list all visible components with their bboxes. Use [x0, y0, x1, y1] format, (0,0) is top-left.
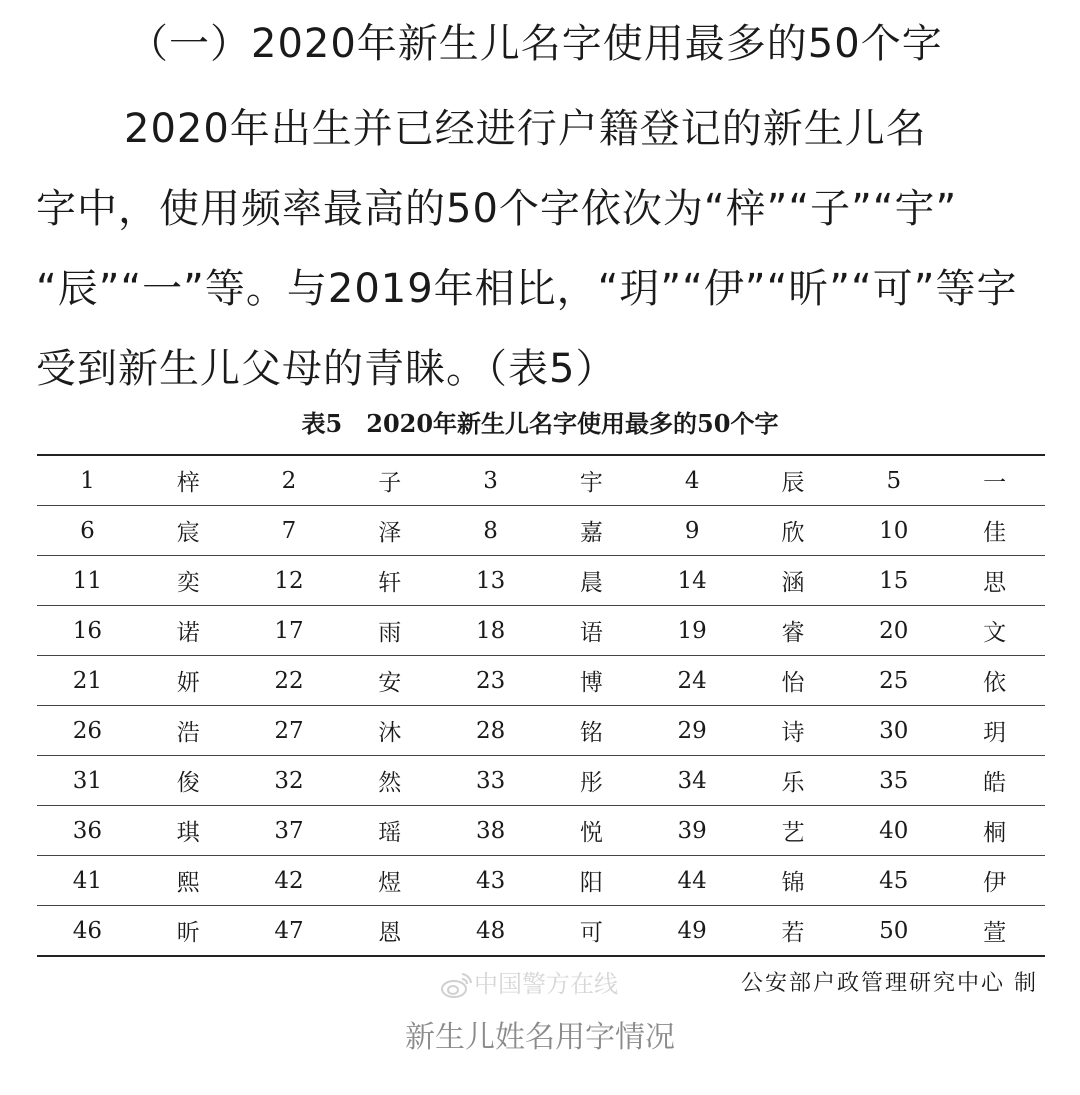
rank-cell: 37: [239, 806, 340, 856]
character-cell: 琪: [138, 806, 239, 856]
rank-cell: 31: [37, 756, 138, 806]
table-row: [37, 906, 1045, 956]
rank-cell: 13: [440, 556, 541, 606]
rank-cell: 21: [37, 656, 138, 706]
table-row: [37, 806, 1045, 856]
rank-cell: 24: [642, 656, 743, 706]
character-cell: 艺: [743, 806, 844, 856]
image-caption: 新生儿姓名用字情况: [405, 1020, 675, 1055]
rank-cell: 6: [37, 506, 138, 556]
character-cell: 奕: [138, 556, 239, 606]
character-cell: 欣: [743, 506, 844, 556]
character-cell: 然: [339, 756, 440, 806]
character-cell: 熙: [138, 856, 239, 906]
rank-cell: 40: [843, 806, 944, 856]
character-cell: 文: [944, 606, 1045, 656]
character-cell: 瑶: [339, 806, 440, 856]
table-row: [37, 756, 1045, 806]
rank-cell: 25: [843, 656, 944, 706]
character-cell: 一: [944, 456, 1045, 506]
rank-cell: 33: [440, 756, 541, 806]
table-row: [37, 656, 1045, 706]
character-cell: 悦: [541, 806, 642, 856]
character-cell: 皓: [944, 756, 1045, 806]
rank-cell: 14: [642, 556, 743, 606]
rank-cell: 45: [843, 856, 944, 906]
rank-cell: 2: [239, 456, 340, 506]
rank-cell: 20: [843, 606, 944, 656]
watermark: [440, 966, 618, 1002]
character-cell: 浩: [138, 706, 239, 756]
character-cell: 依: [944, 656, 1045, 706]
character-cell: 彤: [541, 756, 642, 806]
rank-cell: 1: [37, 456, 138, 506]
character-cell: 雨: [339, 606, 440, 656]
table-row: [37, 506, 1045, 556]
character-cell: 铭: [541, 706, 642, 756]
rank-cell: 39: [642, 806, 743, 856]
rank-cell: 11: [37, 556, 138, 606]
rank-cell: 36: [37, 806, 138, 856]
rank-cell: 42: [239, 856, 340, 906]
rank-cell: 3: [440, 456, 541, 506]
rank-cell: 41: [37, 856, 138, 906]
character-cell: 嘉: [541, 506, 642, 556]
rank-cell: 16: [37, 606, 138, 656]
paragraph-line: 2020年出生并已经进行户籍登记的新生儿名: [124, 106, 927, 152]
rank-cell: 47: [274, 917, 304, 944]
character-cell: 桐: [944, 806, 1045, 856]
rank-cell: 26: [37, 706, 138, 756]
rank-cell: 4: [642, 456, 743, 506]
character-cell: 宇: [541, 456, 642, 506]
rank-cell: 23: [440, 656, 541, 706]
rank-cell: 10: [843, 506, 944, 556]
character-cell: 泽: [339, 506, 440, 556]
section-heading: （一）2020年新生儿名字使用最多的50个字: [128, 21, 943, 67]
table-credit: 公安部户政管理研究中心 制: [741, 971, 1038, 996]
rank-cell: 19: [642, 606, 743, 656]
character-cell: 妍: [138, 656, 239, 706]
watermark-text: 中国警方在线: [474, 970, 618, 998]
rank-cell: 28: [440, 706, 541, 756]
character-cell: 辰: [743, 456, 844, 506]
rank-cell: 38: [440, 806, 541, 856]
character-cell: 子: [339, 456, 440, 506]
table-row: [37, 706, 1045, 756]
rank-cell: 7: [239, 506, 340, 556]
character-cell: 安: [339, 656, 440, 706]
character-cell: 乐: [743, 756, 844, 806]
rank-cell: 5: [843, 456, 944, 506]
character-cell: 俊: [138, 756, 239, 806]
rank-cell: 12: [239, 556, 340, 606]
paragraph-line: 字中，使用频率最高的50个字依次为“梓”“子”“宇”: [36, 186, 958, 232]
rank-cell: 29: [642, 706, 743, 756]
character-cell: 佳: [944, 506, 1045, 556]
rank-cell: 30: [843, 706, 944, 756]
character-cell: 睿: [743, 606, 844, 656]
rank-cell: 17: [239, 606, 340, 656]
character-cell: 若: [781, 920, 805, 946]
names-table: [37, 456, 1045, 955]
rank-cell: 9: [642, 506, 743, 556]
character-cell: 语: [541, 606, 642, 656]
character-cell: 煜: [339, 856, 440, 906]
character-cell: 萱: [983, 920, 1007, 946]
character-cell: 阳: [541, 856, 642, 906]
rank-cell: 27: [239, 706, 340, 756]
character-cell: 梓: [138, 456, 239, 506]
rank-cell: 44: [642, 856, 743, 906]
character-cell: 玥: [944, 706, 1045, 756]
character-cell: 可: [579, 920, 603, 946]
character-cell: 涵: [743, 556, 844, 606]
rank-cell: 49: [677, 917, 707, 944]
character-cell: 博: [541, 656, 642, 706]
character-cell: 诺: [138, 606, 239, 656]
rank-cell: 43: [440, 856, 541, 906]
table-row: [37, 606, 1045, 656]
rank-cell: 34: [642, 756, 743, 806]
character-cell: 昕: [176, 920, 200, 946]
character-cell: 恩: [378, 920, 402, 946]
rank-cell: 15: [843, 556, 944, 606]
rank-cell: 35: [843, 756, 944, 806]
paragraph-line: “辰”“一”等。与2019年相比，“玥”“伊”“昕”“可”等字: [36, 266, 1018, 312]
rank-cell: 22: [239, 656, 340, 706]
names-table-wrapper: [37, 454, 1045, 957]
rank-cell: 8: [440, 506, 541, 556]
table-row: [37, 856, 1045, 906]
character-cell: 思: [944, 556, 1045, 606]
character-cell: 怡: [743, 656, 844, 706]
rank-cell: 46: [72, 917, 103, 944]
table-row: [37, 556, 1045, 606]
character-cell: 宸: [138, 506, 239, 556]
character-cell: 伊: [944, 856, 1045, 906]
weibo-icon: [440, 970, 474, 1000]
rank-cell: 18: [440, 606, 541, 656]
table-caption: 表5 2020年新生儿名字使用最多的50个字: [301, 409, 779, 438]
character-cell: 轩: [339, 556, 440, 606]
intro-paragraph: [36, 89, 1046, 409]
rank-cell: 48: [475, 917, 506, 944]
table-row: [37, 456, 1045, 506]
character-cell: 锦: [743, 856, 844, 906]
character-cell: 诗: [743, 706, 844, 756]
character-cell: 沐: [339, 706, 440, 756]
rank-cell: 32: [239, 756, 340, 806]
rank-cell: 50: [879, 917, 909, 944]
paragraph-line: 受到新生儿父母的青睐。（表5）: [36, 346, 617, 392]
character-cell: 晨: [541, 556, 642, 606]
